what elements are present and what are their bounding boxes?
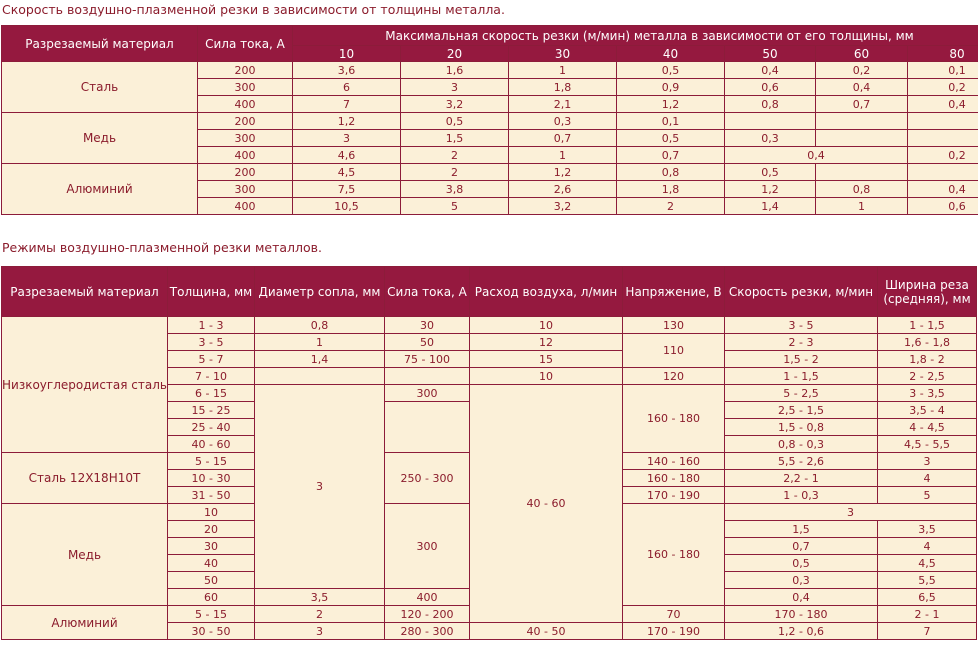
cell: 160 - 180	[623, 385, 725, 453]
cell: 3	[401, 79, 509, 96]
cell: 2 - 3	[725, 334, 878, 351]
cell: 1,4	[255, 351, 385, 368]
header-kerf: Ширина реза (средняя), мм	[878, 267, 977, 317]
cell: 10	[470, 368, 623, 385]
cell: 40 - 60	[470, 385, 623, 623]
cell: 170 - 180	[725, 606, 878, 623]
cell: 2	[617, 198, 725, 215]
cell: 7 - 10	[168, 368, 255, 385]
cell: 250 - 300	[385, 453, 470, 504]
cell: 1,2	[725, 181, 816, 198]
cell: 4,5	[293, 164, 401, 181]
cell: 200	[198, 164, 293, 181]
cell: 50	[385, 334, 470, 351]
material-aluminum: Алюминий	[2, 164, 198, 215]
cell: 0,8	[725, 96, 816, 113]
cell: 0,5	[725, 555, 878, 572]
cell: 10,5	[293, 198, 401, 215]
cell: 25 - 40	[168, 419, 255, 436]
cell: 400	[198, 198, 293, 215]
cell: 3,5 - 4	[878, 402, 977, 419]
table1-title: Скорость воздушно-плазменной резки в зависимости от толщины металла.	[2, 2, 505, 17]
cell	[816, 113, 908, 130]
cell: 2	[401, 147, 509, 164]
cell: 2,1	[509, 96, 617, 113]
cell: 0,3	[725, 130, 816, 147]
cell: 15 - 25	[168, 402, 255, 419]
material-steel: Сталь	[2, 62, 198, 113]
cell	[725, 113, 816, 130]
cell: 120 - 200	[385, 606, 470, 623]
cell: 3	[255, 385, 385, 589]
cell: 60	[168, 589, 255, 606]
cell: 1,5	[401, 130, 509, 147]
cell: 0,5	[617, 62, 725, 79]
cell: 3 - 3,5	[878, 385, 977, 402]
cell: 0,2	[816, 62, 908, 79]
cell: 130	[623, 317, 725, 334]
header-air-flow: Расход воздуха, л/мин	[470, 267, 623, 317]
cell: 1,5 - 2	[725, 351, 878, 368]
header-thickness: 60	[816, 46, 908, 62]
cell: 2,2 - 1	[725, 470, 878, 487]
cell: 1,6	[401, 62, 509, 79]
cutting-speed-table	[1, 25, 978, 215]
cell: 0,9	[617, 79, 725, 96]
cell: 0,6	[725, 79, 816, 96]
cell: 1,2	[617, 96, 725, 113]
cell: 6	[293, 79, 401, 96]
cell: 0,7	[816, 96, 908, 113]
cell: 7	[878, 623, 977, 640]
cell: 2,5 - 1,5	[725, 402, 878, 419]
cell: 3,6	[293, 62, 401, 79]
cell: 7,5	[293, 181, 401, 198]
cell: 3	[293, 130, 401, 147]
cell: 4	[878, 470, 977, 487]
cell: 2	[401, 164, 509, 181]
cell: 1,6 - 1,8	[878, 334, 977, 351]
cell: 6 - 15	[168, 385, 255, 402]
header-thickness: 30	[509, 46, 617, 62]
cell: 5 - 2,5	[725, 385, 878, 402]
cell: 0,5	[401, 113, 509, 130]
cell: 0,7	[617, 147, 725, 164]
cell: 2,6	[509, 181, 617, 198]
cell: 12	[470, 334, 623, 351]
table-row	[2, 164, 978, 181]
header-thickness: Толщина, мм	[168, 267, 255, 317]
cell: 1,2 - 0,6	[725, 623, 878, 640]
cell: 30	[168, 538, 255, 555]
cell: 10 - 30	[168, 470, 255, 487]
header-current: Сила тока, А	[198, 26, 293, 62]
cell: 0,8	[255, 317, 385, 334]
cell: 3,2	[509, 198, 617, 215]
cell: 40	[168, 555, 255, 572]
cell: 3,5	[878, 521, 977, 538]
cell: 0,5	[725, 164, 816, 181]
cell: 4,5	[878, 555, 977, 572]
table-row	[2, 113, 978, 130]
cell: 0,4	[725, 62, 816, 79]
cell: 300	[385, 385, 470, 402]
cell: 0,4	[908, 181, 978, 198]
cell: 170 - 190	[623, 487, 725, 504]
cell: 1,8 - 2	[878, 351, 977, 368]
cell: 0,3	[725, 572, 878, 589]
cell: 110	[623, 334, 725, 368]
cell: 400	[198, 96, 293, 113]
cell: 75 - 100	[385, 351, 470, 368]
cell: 0,8	[617, 164, 725, 181]
cell: 2 - 2,5	[878, 368, 977, 385]
cell: 1	[509, 147, 617, 164]
header-nozzle: Диаметр сопла, мм	[255, 267, 385, 317]
material-copper: Медь	[2, 113, 198, 164]
cell: 1 - 3	[168, 317, 255, 334]
cell: 300	[385, 504, 470, 589]
cell: 31 - 50	[168, 487, 255, 504]
cell: 1 - 1,5	[878, 317, 977, 334]
cell	[255, 368, 385, 385]
header-thickness: 10	[293, 46, 401, 62]
header-thickness: 40	[617, 46, 725, 62]
cell: 3	[878, 453, 977, 470]
cell: 10	[470, 317, 623, 334]
cell	[385, 368, 470, 385]
header-thickness: 80	[908, 46, 978, 62]
cell: 3,8	[401, 181, 509, 198]
cell: 160 - 180	[623, 470, 725, 487]
cell: 5,5	[878, 572, 977, 589]
cell: 200	[198, 113, 293, 130]
header-thickness: 20	[401, 46, 509, 62]
table-row	[2, 317, 977, 334]
cell: 0,2	[908, 79, 978, 96]
cell: 3 - 5	[725, 317, 878, 334]
cell: 400	[385, 589, 470, 606]
cell: 2 - 1	[878, 606, 977, 623]
cell: 1	[509, 62, 617, 79]
cell: 5	[878, 487, 977, 504]
material-copper: Медь	[2, 504, 168, 606]
cell: 1 - 1,5	[725, 368, 878, 385]
cell: 1,8	[509, 79, 617, 96]
cell: 0,1	[908, 62, 978, 79]
cell: 15	[470, 351, 623, 368]
cell: 0,6	[908, 198, 978, 215]
cell: 2	[255, 606, 385, 623]
cell: 300	[198, 181, 293, 198]
cell: 20	[168, 521, 255, 538]
cell: 5	[401, 198, 509, 215]
cell: 40 - 60	[168, 436, 255, 453]
cell: 50	[168, 572, 255, 589]
header-current: Сила тока, А	[385, 267, 470, 317]
cell: 0,4	[725, 589, 878, 606]
cell: 1,5 - 0,8	[725, 419, 878, 436]
cell: 1,2	[509, 164, 617, 181]
cell: 70	[623, 606, 725, 623]
cell: 5 - 15	[168, 606, 255, 623]
cell: 3	[255, 623, 385, 640]
cell: 140 - 160	[623, 453, 725, 470]
cell: 3	[725, 504, 977, 521]
cell: 40 - 50	[470, 623, 623, 640]
cell	[385, 402, 470, 453]
cell: 170 - 190	[623, 623, 725, 640]
cell: 3,5	[255, 589, 385, 606]
cell: 3 - 5	[168, 334, 255, 351]
cell: 4,6	[293, 147, 401, 164]
cell: 0,3	[509, 113, 617, 130]
cell	[908, 113, 978, 130]
material-low-carbon-steel: Низкоуглеродистая сталь	[2, 317, 168, 453]
cell: 30 - 50	[168, 623, 255, 640]
cell	[816, 164, 908, 181]
cell: 0,8 - 0,3	[725, 436, 878, 453]
cell: 1,5	[725, 521, 878, 538]
header-speed: Скорость резки, м/мин	[725, 267, 878, 317]
cell	[816, 130, 908, 147]
cell: 10	[168, 504, 255, 521]
cell: 0,7	[725, 538, 878, 555]
cell	[908, 130, 978, 147]
cell	[908, 164, 978, 181]
cell: 4	[878, 538, 977, 555]
table-row	[2, 62, 978, 79]
cell: 5,5 - 2,6	[725, 453, 878, 470]
cell: 7	[293, 96, 401, 113]
cutting-modes-table	[1, 266, 977, 640]
material-stainless-steel: Сталь 12Х18Н10Т	[2, 453, 168, 504]
cell: 120	[623, 368, 725, 385]
header-max-speed: Максимальная скорость резки (м/мин) металла в зависимости от его толщины, мм	[293, 26, 978, 46]
cell: 4 - 4,5	[878, 419, 977, 436]
cell: 1 - 0,3	[725, 487, 878, 504]
cell: 30	[385, 317, 470, 334]
cell: 1,8	[617, 181, 725, 198]
cell: 0,2	[908, 147, 978, 164]
cell: 300	[198, 130, 293, 147]
cell: 400	[198, 147, 293, 164]
cell: 5 - 15	[168, 453, 255, 470]
cell: 0,8	[816, 181, 908, 198]
table2-title: Режимы воздушно-плазменной резки металлов.	[2, 240, 322, 255]
cell: 5 - 7	[168, 351, 255, 368]
cell: 4,5 - 5,5	[878, 436, 977, 453]
cell: 1	[816, 198, 908, 215]
cell: 1	[255, 334, 385, 351]
cell: 0,4	[725, 147, 908, 164]
cell: 280 - 300	[385, 623, 470, 640]
header-voltage: Напряжение, В	[623, 267, 725, 317]
cell: 160 - 180	[623, 504, 725, 606]
cell: 3,2	[401, 96, 509, 113]
cell: 1,4	[725, 198, 816, 215]
cell: 0,4	[908, 96, 978, 113]
cell: 0,7	[509, 130, 617, 147]
header-material: Разрезаемый материал	[2, 267, 168, 317]
cell: 0,5	[617, 130, 725, 147]
header-thickness: 50	[725, 46, 816, 62]
header-material: Разрезаемый материал	[2, 26, 198, 62]
cell: 0,1	[617, 113, 725, 130]
cell: 300	[198, 79, 293, 96]
cell: 0,4	[816, 79, 908, 96]
material-aluminum: Алюминий	[2, 606, 168, 640]
cell: 1,2	[293, 113, 401, 130]
cell: 200	[198, 62, 293, 79]
cell: 6,5	[878, 589, 977, 606]
